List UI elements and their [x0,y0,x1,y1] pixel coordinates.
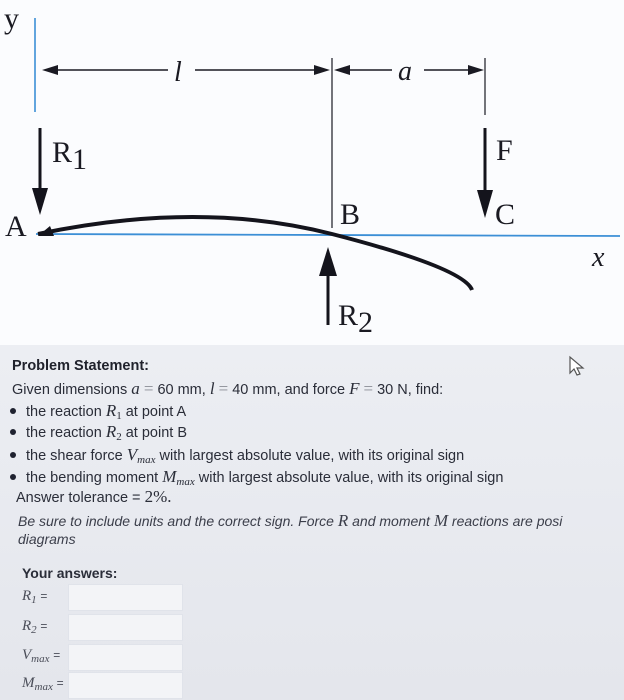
r2-label: R2 [338,299,374,339]
units-note-continued: diagrams [18,531,76,547]
bullet-dot [10,408,16,414]
point-c-label: C [495,198,516,231]
given-line: Given dimensions a = 60 mm, l = 40 mm, and force F = 30 N, find: [12,379,444,398]
dim-l-right-arrow [314,65,330,75]
value-l: 40 mm, and force [232,382,346,398]
symbol-l: l [209,379,215,398]
bullet-item: the reaction $R_2$ at point B [10,422,187,442]
dim-a-right-arrow [468,65,484,75]
dim-a-label: a [398,56,412,87]
value-f: 30 N, find: [377,382,444,398]
bullet-item: the reaction $R_1$ at point A [10,401,186,421]
r2-arrow-head [319,247,337,276]
answer-label-vmax: $V_{max}$ = [22,647,61,665]
answer-input-r1[interactable] [68,584,183,611]
mouse-cursor-icon [568,355,588,377]
tolerance-line: Answer tolerance = 2%. [16,487,172,506]
y-axis-label: y [4,2,19,35]
bullet-dot [10,474,16,480]
value-a: 60 mm, [157,382,206,398]
r1-label: R1 [52,136,88,176]
dim-l-label: l [174,57,182,88]
bullet-item: the bending moment $M_{max}$ with largest absolute value, with its original sign [10,467,503,487]
deflected-beam-curve [38,217,472,290]
answer-label-mmax: $M_{max}$ = [22,675,64,693]
units-note: Be sure to include units and the correct sign. Force R and moment M reactions are posi [18,511,563,530]
answer-label-r1: $R_1$ = [22,588,48,606]
problem-title: Problem Statement: [12,358,149,374]
point-a-label: A [5,210,27,243]
r1-arrow-head [32,188,48,215]
answer-input-mmax[interactable] [68,672,183,699]
bullet-dot [10,452,16,458]
x-axis-label: x [592,242,605,273]
answer-input-vmax[interactable] [68,644,183,671]
tolerance-value: 2%. [144,487,172,506]
beam-diagram [0,0,624,345]
point-b-label: B [340,198,361,231]
bullet-dot [10,429,16,435]
answer-label-r2: $R_2$ = [22,618,48,636]
answers-title: Your answers: [22,565,118,581]
dim-l-left-arrow [42,65,58,75]
bullet-item: the shear force $V_{max}$ with largest absolute value, with its original sign [10,445,464,465]
answer-input-r2[interactable] [68,614,183,641]
force-f-label: F [496,134,513,167]
symbol-a: a [131,379,140,398]
force-f-arrow-head [477,190,493,218]
problem-panel [0,345,624,700]
symbol-f: F [349,379,360,398]
